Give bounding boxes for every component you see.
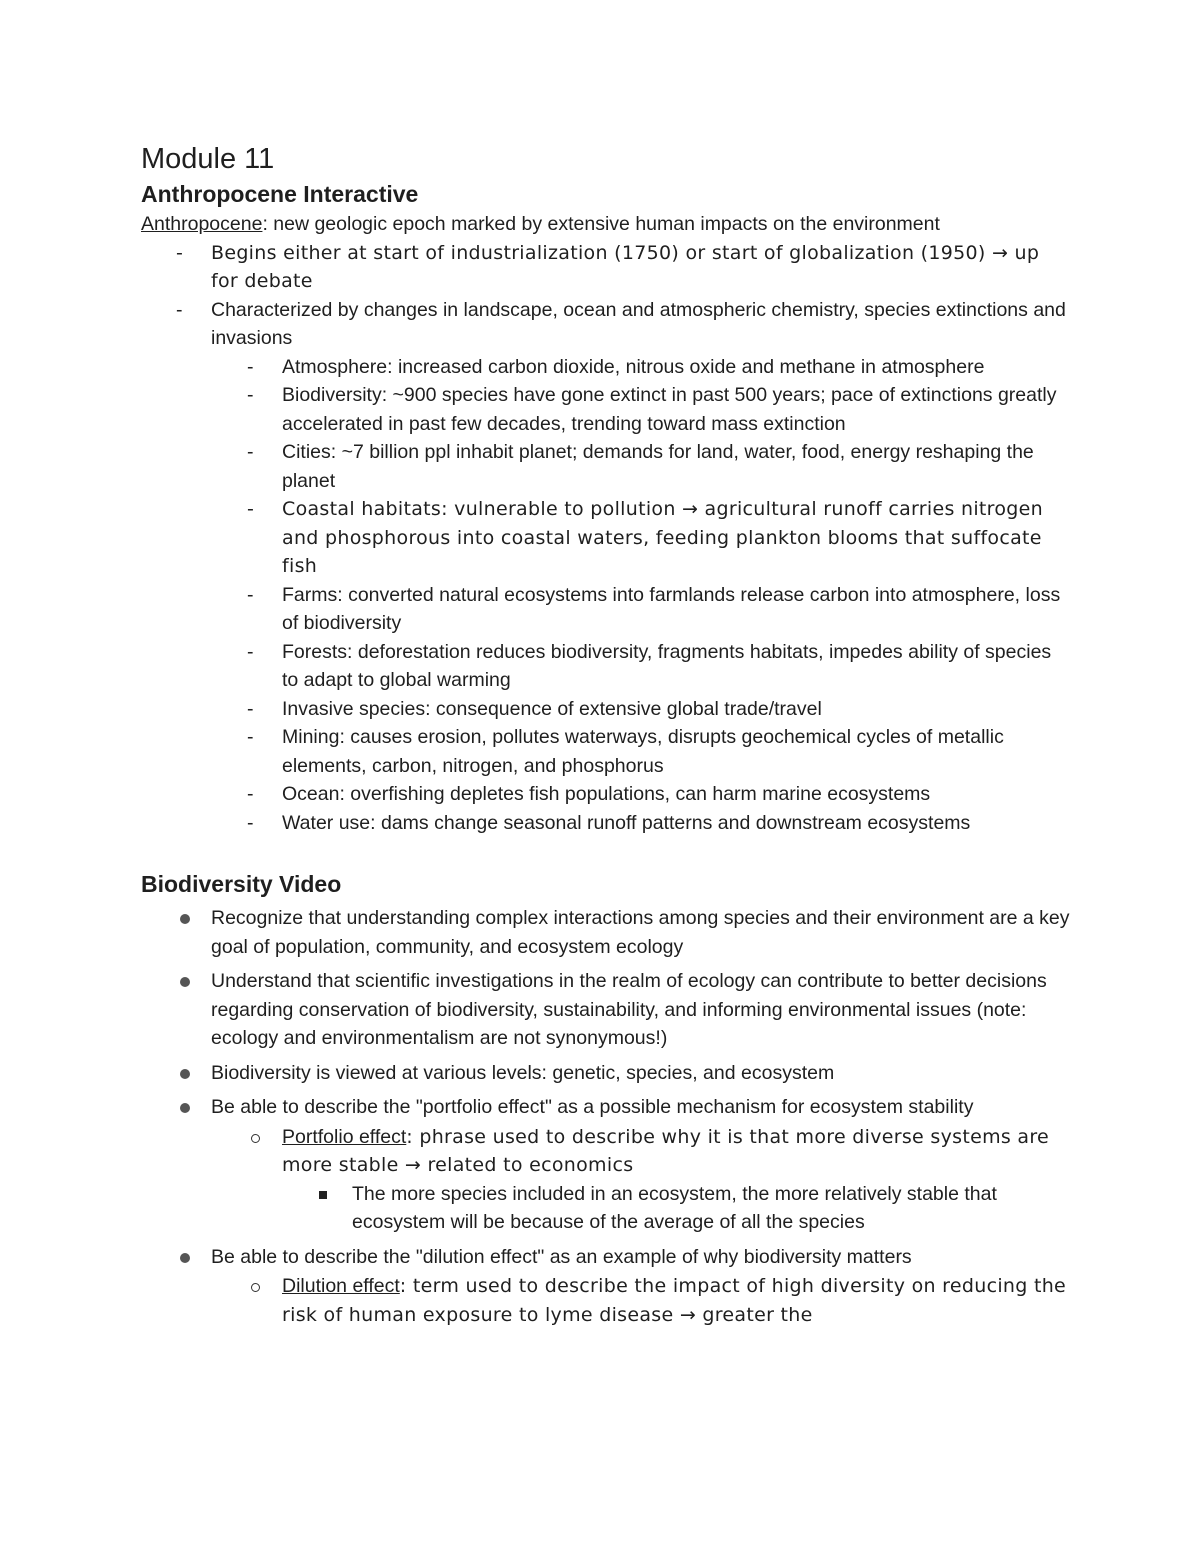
bullet-dot-icon bbox=[180, 1253, 190, 1263]
list-item: - Forests: deforestation reduces biodiversity, fragments habitats, impedes ability of species to adapt to global warming bbox=[141, 638, 1071, 695]
list-item bbox=[141, 296, 1071, 353]
list-item: - Invasive species: consequence of extensive global trade/travel bbox=[141, 695, 1071, 724]
list-item-text: Be able to describe the "dilution effect" as an example of why biodiversity matters bbox=[211, 1245, 912, 1268]
list-item bbox=[141, 1123, 1071, 1237]
list-item-text: Biodiversity is viewed at various levels: genetic, species, and ecosystem bbox=[211, 1061, 835, 1084]
bullet-square-icon bbox=[319, 1191, 327, 1199]
list-item-text: Be able to describe the "portfolio effect" as a possible mechanism for ecosystem stability bbox=[211, 1096, 974, 1118]
bullet-dot-icon bbox=[180, 1069, 190, 1079]
list-item-text: Characterized by changes in landscape, ocean and atmospheric chemistry, species extinctions and invasions bbox=[211, 298, 1066, 349]
anthropocene-sublist bbox=[141, 353, 1071, 838]
list-item: - Ocean: overfishing depletes fish populations, can harm marine ecosystems bbox=[141, 780, 1071, 809]
document-page bbox=[141, 140, 1071, 1329]
list-item bbox=[141, 1059, 1071, 1088]
list-item: - Begins either at start of industrialization (1750) or start of globalization (1950) → up for debate bbox=[141, 239, 1071, 296]
list-item-text: Understand that scientific investigations in the realm of ecology can contribute to better decisions regarding conservation of biodiversity, sustainability, and informing environmental issues (note: ecology and environmentalism are not synonymous!) bbox=[211, 970, 1047, 1049]
section-heading-biodiversity: Biodiversity Video bbox=[141, 871, 342, 897]
list-item: - Cities: ~7 billion ppl inhabit planet; demands for land, water, food, energy reshaping the planet bbox=[141, 438, 1071, 495]
portfolio-term: Portfolio effect bbox=[282, 1125, 407, 1148]
biodiversity-list bbox=[141, 904, 1071, 1329]
list-item bbox=[141, 1243, 1071, 1330]
list-item: - Atmosphere: increased carbon dioxide, nitrous oxide and methane in atmosphere bbox=[141, 353, 1071, 382]
list-item-text: Recognize that understanding complex interactions among species and their environment are a key goal of population, community, and ecosystem ecology bbox=[211, 907, 1070, 958]
list-item-text: The more species included in an ecosystem, the more relatively stable that ecosystem will be because of the average of all the species bbox=[352, 1182, 997, 1233]
list-item bbox=[141, 904, 1071, 961]
section-heading-anthropocene: Anthropocene Interactive bbox=[141, 181, 419, 207]
list-item: - Farms: converted natural ecosystems into farmlands release carbon into atmosphere, loss of biodiversity bbox=[141, 581, 1071, 638]
dilution-term: Dilution effect bbox=[282, 1275, 400, 1297]
portfolio-sublist bbox=[211, 1123, 1071, 1237]
list-item bbox=[141, 1180, 1071, 1237]
bullet-circle-icon bbox=[251, 1283, 260, 1292]
anthropocene-definition bbox=[141, 210, 1071, 239]
dilution-sublist bbox=[211, 1272, 1071, 1329]
bullet-dot-icon bbox=[180, 1103, 190, 1113]
dilution-definition: : term used to describe the impact of high diversity on reducing the risk of human exposure to lyme disease → greater the bbox=[282, 1275, 1067, 1326]
bullet-circle-icon bbox=[251, 1134, 260, 1143]
module-title: Module 11 bbox=[141, 143, 275, 175]
list-item: - Biodiversity: ~900 species have gone extinct in past 500 years; pace of extinctions greatly accelerated in past few decades, trending toward mass extinction bbox=[141, 381, 1071, 438]
list-item: - Coastal habitats: vulnerable to pollution → agricultural runoff carries nitrogen and phosphorous into coastal waters, feeding plankton blooms that suffocate fish bbox=[141, 495, 1071, 581]
anthropocene-term: Anthropocene bbox=[141, 213, 263, 235]
list-item bbox=[141, 967, 1071, 1053]
portfolio-definition: : phrase used to describe why it is that more diverse systems are more stable → related to economics bbox=[282, 1125, 1050, 1176]
anthropocene-definition-text: : new geologic epoch marked by extensive human impacts on the environment bbox=[262, 213, 940, 235]
anthropocene-list bbox=[141, 239, 1071, 353]
list-item bbox=[141, 1093, 1071, 1237]
portfolio-detail-list bbox=[282, 1180, 1071, 1237]
list-item: - Water use: dams change seasonal runoff patterns and downstream ecosystems bbox=[141, 809, 1071, 838]
list-item: - Mining: causes erosion, pollutes waterways, disrupts geochemical cycles of metallic elements, carbon, nitrogen, and phosphorus bbox=[141, 723, 1071, 780]
bullet-dot-icon bbox=[180, 977, 190, 987]
bullet-dot-icon bbox=[180, 914, 190, 924]
list-item bbox=[141, 1272, 1071, 1329]
